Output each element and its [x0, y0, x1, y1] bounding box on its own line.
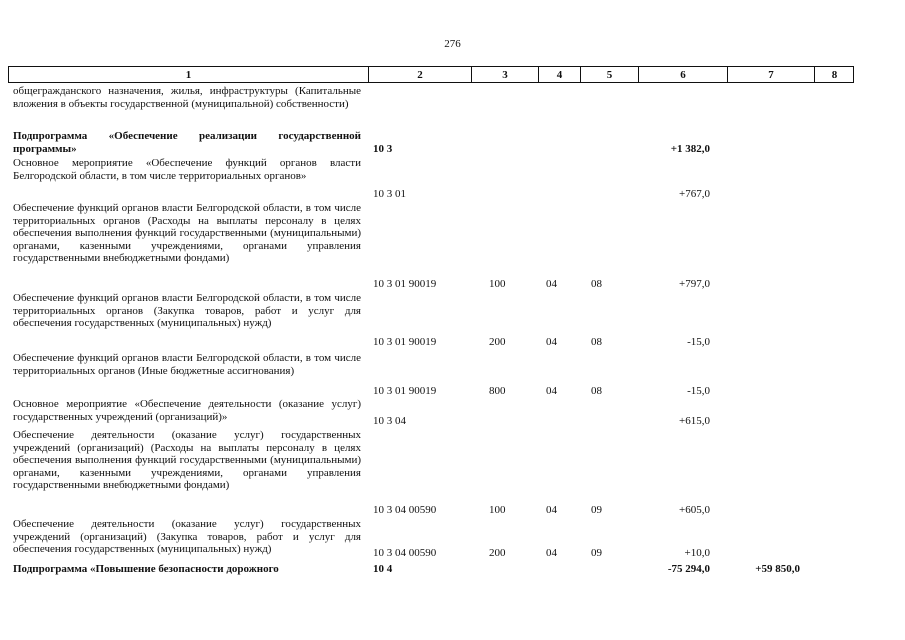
row-code: 10 3 04 00590: [373, 547, 437, 559]
column-header-4: 4: [539, 67, 581, 82]
column-header-5: 5: [581, 67, 639, 82]
table-header: [8, 66, 854, 83]
row-code: 10 3 04 00590: [373, 504, 437, 516]
row-description: Основное мероприятие «Обеспечение деятельности (оказание услуг) государственных учреждений (организаций)»: [13, 398, 361, 423]
row-subsection: 09: [591, 547, 602, 559]
row-subsection: 08: [591, 336, 602, 348]
row-section: 04: [546, 278, 557, 290]
row-section: 04: [546, 504, 557, 516]
row-amount-col6: +10,0: [684, 547, 710, 559]
row-amount-col6: +767,0: [679, 188, 710, 200]
row-code: 10 3: [373, 143, 393, 155]
row-code: 10 3 01 90019: [373, 278, 437, 290]
row-description: Обеспечение деятельности (оказание услуг) государственных учреждений (организаций) (Расходы на выплаты персоналу в целях обеспечения выполнения функций государственными (муниципальными) органами, казенными учреждениями, органами управления государственными внебюджетными фондами): [13, 429, 361, 491]
row-expense-type: 100: [489, 278, 506, 290]
row-amount-col6: +797,0: [679, 278, 710, 290]
row-description: Подпрограмма «Повышение безопасности дорожного: [13, 563, 279, 575]
row-code: 10 3 04: [373, 415, 406, 427]
row-description: Обеспечение деятельности (оказание услуг) государственных учреждений (организаций) (Закупка товаров, работ и услуг для обеспечения государственных (муниципальных) нужд): [13, 518, 361, 555]
column-header-8: 8: [831, 69, 838, 81]
row-amount-col6: -15,0: [687, 385, 710, 397]
row-code: 10 4: [373, 563, 393, 575]
row-code: 10 3 01: [373, 188, 406, 200]
row-description: общегражданского назначения, жилья, инфраструктуры (Капитальные вложения в объекты государственной (муниципальной) собственности): [13, 85, 361, 110]
row-amount-col6: +615,0: [679, 415, 710, 427]
row-amount-col6: +1 382,0: [670, 143, 710, 155]
row-section: 04: [546, 385, 557, 397]
row-section: 04: [546, 547, 557, 559]
column-header-7: 7: [728, 67, 815, 82]
column-header-6: 6: [639, 67, 728, 82]
row-section: 04: [546, 336, 557, 348]
row-expense-type: 100: [489, 504, 506, 516]
row-description: Основное мероприятие «Обеспечение функций органов власти Белгородской области, в том числе территориальных органов»: [13, 157, 361, 182]
page-number: 276: [444, 38, 461, 50]
row-subsection: 08: [591, 385, 602, 397]
row-subsection: 09: [591, 504, 602, 516]
row-description: Обеспечение функций органов власти Белгородской области, в том числе территориальных органов (Закупка товаров, работ и услуг для обеспечения государственных (муниципальных) нужд): [13, 292, 361, 329]
row-description: Подпрограмма «Обеспечение реализации государственной программы»: [13, 130, 361, 155]
column-header-1: 1: [9, 67, 369, 82]
row-expense-type: 200: [489, 336, 506, 348]
row-description: Обеспечение функций органов власти Белгородской области, в том числе территориальных органов (Иные бюджетные ассигнования): [13, 352, 361, 377]
column-header-2: 2: [369, 67, 472, 82]
row-subsection: 08: [591, 278, 602, 290]
row-amount-col7: +59 850,0: [755, 563, 800, 575]
row-amount-col6: +605,0: [679, 504, 710, 516]
row-code: 10 3 01 90019: [373, 385, 437, 397]
row-code: 10 3 01 90019: [373, 336, 437, 348]
column-header-3: 3: [472, 67, 539, 82]
row-amount-col6: -15,0: [687, 336, 710, 348]
row-description: Обеспечение функций органов власти Белгородской области, в том числе территориальных органов (Расходы на выплаты персоналу в целях обеспечения выполнения функций государственными (муниципальными) органами, казенными учреждениями, органами управления государственными внебюджетными фондами): [13, 202, 361, 264]
row-expense-type: 800: [489, 385, 506, 397]
row-amount-col6: -75 294,0: [667, 563, 710, 575]
row-expense-type: 200: [489, 547, 506, 559]
